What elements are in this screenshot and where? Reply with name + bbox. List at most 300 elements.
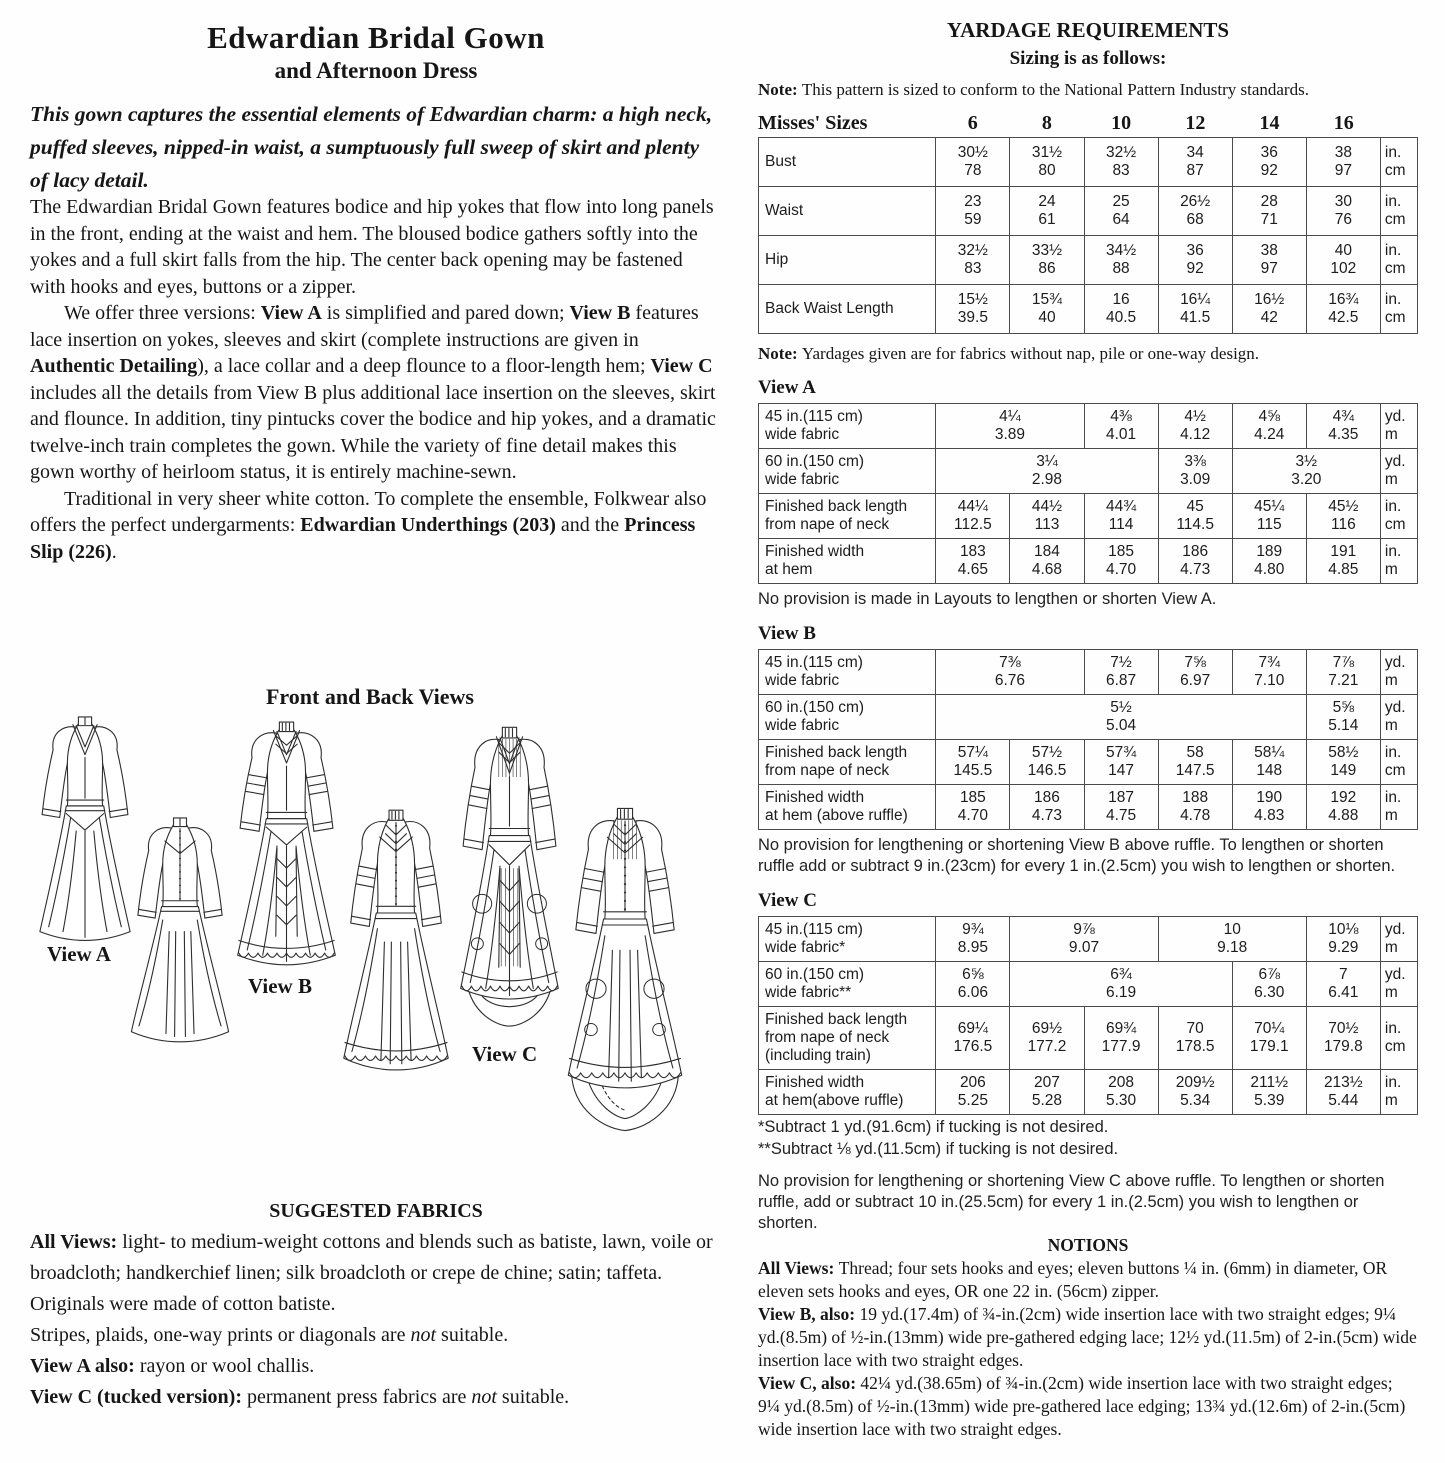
value-cell <box>1010 917 1158 962</box>
text-segment: View B, also: <box>758 1304 860 1324</box>
value-cell <box>1306 962 1380 1007</box>
cell-line: 68 <box>1186 211 1204 228</box>
cell-line: 6.19 <box>1105 984 1137 1001</box>
value-cell <box>1158 539 1232 584</box>
cell-line: cm <box>1384 1038 1406 1055</box>
table-row <box>759 449 1418 494</box>
value-cell <box>1306 138 1380 187</box>
value-cell <box>1084 236 1158 285</box>
cell-line: Hip <box>765 251 789 268</box>
cell-line: 185 <box>959 789 986 806</box>
description-block <box>30 194 722 565</box>
cell-line: 5.39 <box>1254 1092 1285 1109</box>
value-cell <box>936 236 1010 285</box>
paragraph <box>758 1372 1418 1441</box>
sizes-header-row <box>758 110 1418 137</box>
dress-figure <box>238 722 336 965</box>
value-cell <box>1010 236 1084 285</box>
cell-line: 179.1 <box>1249 1038 1289 1055</box>
unit-cell <box>1380 650 1417 695</box>
front-back-views-heading: Front and Back Views <box>265 684 474 709</box>
cell-line: 76 <box>1334 211 1352 228</box>
row-label <box>759 650 936 695</box>
dress-illustrations <box>25 710 715 1160</box>
value-cell <box>1306 1007 1380 1070</box>
cell-line: 4.68 <box>1031 561 1063 578</box>
cell-line: Bust <box>765 153 797 170</box>
value-cell <box>936 785 1010 830</box>
table-note: No provision for lengthening or shortening View C above ruffle. To lengthen or shorten ruffle, add or subtract 10 in.(25.5cm) for every 1 in.(2.5cm) you wish to lengthen or shorten. <box>758 1172 1385 1232</box>
cell-line: 115 <box>1256 516 1282 533</box>
cell-line: 3½ <box>1295 453 1318 470</box>
cell-line: 4.75 <box>1105 807 1137 824</box>
value-cell <box>1010 138 1084 187</box>
text-segment: This pattern is sized to conform to the National Pattern Industry standards. <box>801 80 1309 99</box>
value-cell <box>1232 1007 1306 1070</box>
cell-line: 45 in.(115 cm) <box>765 921 863 938</box>
value-cell <box>1010 494 1084 539</box>
text-segment: Authentic Detailing <box>30 355 198 377</box>
cell-line: 4.73 <box>1180 561 1211 578</box>
value-cell <box>1306 187 1380 236</box>
cell-line: 45¼ <box>1254 498 1285 515</box>
cell-line: 211½ <box>1250 1074 1289 1091</box>
cell-line: in. <box>1384 789 1402 806</box>
table-row <box>759 695 1418 740</box>
value-cell <box>936 187 1010 236</box>
cell-line: 10⅛ <box>1328 921 1359 938</box>
cell-line: m <box>1384 807 1398 824</box>
cell-line: 97 <box>1334 162 1352 179</box>
cell-line: from nape of neck <box>765 516 890 533</box>
value-cell <box>1010 1070 1084 1115</box>
row-label <box>759 917 936 962</box>
cell-line: 206 <box>959 1074 986 1091</box>
cell-line: 9.18 <box>1217 939 1248 956</box>
cell-line: 9.07 <box>1068 939 1100 956</box>
yardage-requirements-heading: YARDAGE REQUIREMENTS <box>946 18 1230 42</box>
cell-line: Finished back length <box>765 1011 908 1028</box>
cell-line: 80 <box>1038 162 1056 179</box>
cell-line: m <box>1384 984 1398 1001</box>
value-cell <box>1158 740 1232 785</box>
dress-figure <box>131 818 228 1042</box>
value-cell <box>936 138 1010 187</box>
cell-line: 36 <box>1186 242 1204 259</box>
cell-line: yd. <box>1384 654 1406 671</box>
value-cell <box>1158 285 1232 334</box>
cell-line: wide fabric <box>765 672 840 689</box>
table-row <box>759 1007 1418 1070</box>
cell-line: at hem <box>765 561 813 578</box>
row-label <box>759 449 936 494</box>
row-label <box>759 740 936 785</box>
cell-line: 83 <box>964 260 982 277</box>
cell-line: 4.12 <box>1180 426 1211 443</box>
value-cell <box>1158 650 1232 695</box>
cell-line: 9⅞ <box>1073 921 1095 938</box>
cell-line: 30½ <box>957 144 988 161</box>
value-cell <box>1232 285 1306 334</box>
unit-cell <box>1380 539 1417 584</box>
text-segment: View C <box>650 355 713 377</box>
page-title: Edwardian Bridal Gown <box>207 20 545 55</box>
cell-line: 10 <box>1223 921 1241 938</box>
text-segment: suitable. <box>496 1386 570 1408</box>
unit-cell <box>1380 138 1417 187</box>
cell-line: m <box>1384 717 1398 734</box>
value-cell <box>1084 187 1158 236</box>
cell-line: 45 in.(115 cm) <box>765 408 863 425</box>
cell-line: 4½ <box>1184 408 1206 425</box>
dress-figure <box>40 717 130 940</box>
cell-line: wide fabric <box>765 717 840 734</box>
value-cell <box>936 285 1010 334</box>
value-cell <box>1306 785 1380 830</box>
text-segment: Stripes, plaids, one-way prints or diagonals are <box>30 1324 411 1346</box>
text-segment: Thread; four sets hooks and eyes; eleven buttons ¼ in. (6mm) in diameter, OR eleven sets hooks and eyes, OR one 22 in. (56cm) zipper. <box>758 1258 1388 1301</box>
value-cell <box>1158 494 1232 539</box>
value-cell <box>1084 1007 1158 1070</box>
cell-line: 15¾ <box>1031 291 1063 308</box>
cell-line: 7½ <box>1110 654 1132 671</box>
sizes-header-label: Misses' Sizes <box>758 112 868 134</box>
cell-line: 112.5 <box>954 516 992 533</box>
cell-line: 147 <box>1108 762 1134 779</box>
text-segment: Note: <box>758 80 802 99</box>
cell-line: Finished back length <box>765 498 908 515</box>
sizing-subheading: Sizing is as follows: <box>1009 48 1167 69</box>
cell-line: 114.5 <box>1176 516 1214 533</box>
cell-line: 7⅜ <box>999 654 1021 671</box>
cell-line: 186 <box>1034 789 1060 806</box>
cell-line: 4.35 <box>1328 426 1359 443</box>
cell-line: yd. <box>1384 966 1406 983</box>
cell-line: 145.5 <box>953 762 993 779</box>
cell-line: 209½ <box>1175 1074 1215 1091</box>
cell-line: 36 <box>1260 144 1278 161</box>
cell-line: m <box>1384 939 1398 956</box>
row-label <box>759 404 936 449</box>
cell-line: 7⅞ <box>1332 654 1355 671</box>
unit-cell <box>1380 449 1417 494</box>
value-cell <box>1158 917 1306 962</box>
value-cell <box>1232 650 1306 695</box>
cell-line: 4.65 <box>957 561 988 578</box>
description-paragraph-2 <box>30 300 722 486</box>
value-cell <box>936 539 1010 584</box>
yardage-table <box>758 649 1418 830</box>
value-cell <box>1158 138 1232 187</box>
cell-line: 60 in.(150 cm) <box>765 699 865 716</box>
row-label <box>759 138 936 187</box>
front-back-views-figure <box>25 710 715 1160</box>
value-cell <box>1084 539 1158 584</box>
table-row <box>759 236 1418 285</box>
value-cell <box>1010 187 1084 236</box>
cell-line: m <box>1384 1092 1398 1109</box>
cell-line: 32½ <box>1105 144 1137 161</box>
value-cell <box>1232 449 1380 494</box>
cell-line: 5½ <box>1110 699 1132 716</box>
cell-line: 70 <box>1186 1020 1204 1037</box>
cell-line: 6.41 <box>1328 984 1359 1001</box>
cell-line: 44¾ <box>1105 498 1137 515</box>
table-row <box>759 285 1418 334</box>
unit-cell <box>1380 1007 1417 1070</box>
value-cell <box>936 650 1084 695</box>
unit-cell <box>1380 187 1417 236</box>
value-cell <box>1084 285 1158 334</box>
cell-line: 207 <box>1034 1074 1060 1091</box>
value-cell <box>1158 449 1232 494</box>
cell-line: 4¾ <box>1332 408 1355 425</box>
dress-figure <box>568 808 681 1130</box>
cell-line: 32½ <box>957 242 988 259</box>
cell-line: from nape of neck <box>765 1029 890 1046</box>
table-footnote: *Subtract 1 yd.(91.6cm) if tucking is not desired. <box>758 1118 1109 1136</box>
cell-line: cm <box>1384 762 1406 779</box>
cell-line: 71 <box>1260 211 1278 228</box>
row-label <box>759 539 936 584</box>
value-cell <box>1232 138 1306 187</box>
sizes-header-table <box>758 110 1418 137</box>
value-cell <box>1158 187 1232 236</box>
dress-figure <box>344 810 448 1070</box>
page-subtitle: and Afternoon Dress <box>274 58 478 83</box>
cell-line: 86 <box>1038 260 1056 277</box>
cell-line: Finished back length <box>765 744 908 761</box>
cell-line: yd. <box>1384 453 1406 470</box>
cell-line: 4¼ <box>999 408 1021 425</box>
value-cell <box>1084 138 1158 187</box>
cell-line: 149 <box>1330 762 1357 779</box>
cell-line: 38 <box>1334 144 1352 161</box>
unit-cell <box>1380 917 1417 962</box>
yardage-table <box>758 403 1418 584</box>
value-cell <box>1232 785 1306 830</box>
table-row <box>759 785 1418 830</box>
row-label <box>759 187 936 236</box>
text-segment: light- to medium-weight cottons and blends such as batiste, lawn, voile or broadcloth; handkerchief linen; silk broadcloth or crepe de chine; satin; taffeta. Originals were made of cotton batiste. <box>30 1231 713 1315</box>
cell-line: 7.21 <box>1328 672 1359 689</box>
cell-line: 189 <box>1256 543 1283 560</box>
cell-line: 5.34 <box>1180 1092 1211 1109</box>
cell-line: 191 <box>1330 543 1357 560</box>
cell-line: in. <box>1384 242 1402 259</box>
text-segment: suitable. <box>436 1324 509 1346</box>
cell-line: 44½ <box>1031 498 1063 515</box>
value-cell <box>1084 1070 1158 1115</box>
row-label <box>759 785 936 830</box>
table-row <box>759 187 1418 236</box>
cell-line: 40.5 <box>1105 309 1137 326</box>
text-segment: All Views: <box>30 1231 123 1253</box>
cell-line: m <box>1384 561 1398 578</box>
table-note: No provision is made in Layouts to lengthen or shorten View A. <box>758 590 1217 608</box>
yardage-table <box>758 916 1418 1115</box>
cell-line: 186 <box>1182 543 1209 560</box>
cell-line: 6.76 <box>994 672 1025 689</box>
value-cell <box>1010 539 1084 584</box>
cell-line: 59 <box>964 211 982 228</box>
cell-line: 69¾ <box>1105 1020 1137 1037</box>
yardage-table <box>758 137 1418 334</box>
dress-figure <box>461 727 559 1026</box>
cell-line: 40 <box>1334 242 1352 259</box>
text-segment: Yardages given are for fabrics without nap, pile or one-way design. <box>801 344 1260 363</box>
paragraph <box>758 1303 1418 1372</box>
cell-line: 97 <box>1260 260 1278 277</box>
text-segment: is simplified and pared down; <box>321 302 570 324</box>
yardage-note <box>758 343 1418 364</box>
cell-line: 38 <box>1260 242 1278 259</box>
text-segment: All Views: <box>758 1258 839 1278</box>
cell-line: 147.5 <box>1175 762 1215 779</box>
cell-line: 39.5 <box>957 309 988 326</box>
cell-line: 4.83 <box>1254 807 1285 824</box>
text-segment: not <box>410 1324 437 1346</box>
unit-cell <box>1380 236 1417 285</box>
cell-line: 78 <box>964 162 982 179</box>
unit-cell <box>1380 494 1417 539</box>
view-heading: View B <box>758 623 816 644</box>
value-cell <box>1084 740 1158 785</box>
value-cell <box>1084 650 1158 695</box>
notions-paragraphs <box>758 1257 1418 1441</box>
size-number: 16 <box>1333 112 1354 134</box>
row-label <box>759 285 936 334</box>
title-block <box>30 20 722 84</box>
cell-line: 102 <box>1330 260 1357 277</box>
value-cell <box>1158 1070 1232 1115</box>
cell-line: 114 <box>1108 516 1134 533</box>
sizing-note <box>758 79 1418 100</box>
cell-line: yd. <box>1384 408 1406 425</box>
cell-line: yd. <box>1384 921 1406 938</box>
text-segment: ), a lace collar and a deep flounce to a floor-length hem; <box>197 355 651 377</box>
row-label <box>759 236 936 285</box>
cell-line: 31½ <box>1031 144 1063 161</box>
text-segment: Traditional in very sheer white cotton. To complete the ensemble, Folkwear also offers the perfect undergarments: <box>30 487 707 536</box>
cell-line: cm <box>1384 260 1406 277</box>
cell-line: 4.70 <box>1105 561 1137 578</box>
cell-line: 16½ <box>1254 291 1285 308</box>
cell-line: 178.5 <box>1175 1038 1215 1055</box>
value-cell <box>1306 539 1380 584</box>
cell-line: 42.5 <box>1328 309 1359 326</box>
cell-line: 70¼ <box>1254 1020 1285 1037</box>
value-cell <box>1010 962 1232 1007</box>
cell-line: 41.5 <box>1180 309 1211 326</box>
value-cell <box>936 449 1158 494</box>
suggested-fabrics-section <box>30 1196 722 1413</box>
cell-line: from nape of neck <box>765 762 890 779</box>
text-segment: not <box>471 1386 497 1408</box>
value-cell <box>1232 404 1306 449</box>
cell-line: 3⅜ <box>1184 453 1206 470</box>
cell-line: in. <box>1384 744 1402 761</box>
cell-line: m <box>1384 672 1398 689</box>
cell-line: 92 <box>1260 162 1278 179</box>
cell-line: in. <box>1384 1074 1402 1091</box>
value-cell <box>1306 650 1380 695</box>
cell-line: 44¼ <box>957 498 988 515</box>
value-cell <box>1232 539 1306 584</box>
cell-line: at hem(above ruffle) <box>765 1092 904 1109</box>
cell-line: 5.44 <box>1328 1092 1359 1109</box>
cell-line: 177.9 <box>1101 1038 1141 1055</box>
cell-line: 87 <box>1186 162 1204 179</box>
cell-line: 187 <box>1108 789 1134 806</box>
size-number: 14 <box>1259 112 1280 134</box>
value-cell <box>936 962 1010 1007</box>
cell-line: 42 <box>1260 309 1278 326</box>
unit-cell <box>1380 785 1417 830</box>
table-row <box>759 539 1418 584</box>
cell-line: m <box>1384 426 1398 443</box>
view-c-label: View C <box>472 1042 538 1066</box>
cell-line: Finished width <box>765 789 865 806</box>
cell-line: 25 <box>1112 193 1130 210</box>
cell-line: 33½ <box>1031 242 1063 259</box>
value-cell <box>1158 404 1232 449</box>
cell-line: 34½ <box>1105 242 1137 259</box>
table-row <box>759 1070 1418 1115</box>
cell-line: 58½ <box>1328 744 1359 761</box>
value-cell <box>1084 785 1158 830</box>
view-a-label: View A <box>47 942 111 966</box>
cell-line: wide fabric* <box>765 939 846 956</box>
cell-line: 4.24 <box>1254 426 1285 443</box>
cell-line: in. <box>1384 543 1402 560</box>
cell-line: Back Waist Length <box>765 300 894 317</box>
size-number: 10 <box>1111 112 1132 134</box>
cell-line: 5.28 <box>1031 1092 1063 1109</box>
unit-cell <box>1380 285 1417 334</box>
cell-line: 146.5 <box>1027 762 1067 779</box>
cell-line: 7¾ <box>1258 654 1281 671</box>
cell-line: 45 in.(115 cm) <box>765 654 863 671</box>
cell-line: 116 <box>1330 516 1356 533</box>
cell-line: 7⅝ <box>1184 654 1206 671</box>
value-cell <box>936 404 1084 449</box>
table-note: No provision for lengthening or shortening View B above ruffle. To lengthen or shorten ruffle add or subtract 9 in.(23cm) for every 1 in.(2.5cm) you wish to lengthen or shorten. <box>758 836 1396 875</box>
cell-line: 88 <box>1112 260 1130 277</box>
cell-line: 6.06 <box>957 984 988 1001</box>
value-cell <box>1232 236 1306 285</box>
text-segment: and the <box>555 514 625 536</box>
cell-line: 4.78 <box>1180 807 1211 824</box>
cell-line: 183 <box>959 543 986 560</box>
cell-line: 70½ <box>1328 1020 1359 1037</box>
text-segment: View C (tucked version): <box>30 1386 243 1408</box>
cell-line: 7.10 <box>1254 672 1285 689</box>
cell-line: 60 in.(150 cm) <box>765 453 865 470</box>
cell-line: 2.98 <box>1031 471 1063 488</box>
cell-line: (including train) <box>765 1047 871 1064</box>
cell-line: 16 <box>1112 291 1130 308</box>
cell-line: in. <box>1384 144 1402 161</box>
value-cell <box>936 1070 1010 1115</box>
value-cell <box>1232 494 1306 539</box>
value-cell <box>936 917 1010 962</box>
paragraph <box>758 1257 1418 1303</box>
size-number: 12 <box>1185 112 1206 134</box>
view-heading: View C <box>758 890 817 911</box>
text-segment: permanent press fabrics are <box>242 1386 472 1408</box>
cell-line: in. <box>1384 291 1402 308</box>
